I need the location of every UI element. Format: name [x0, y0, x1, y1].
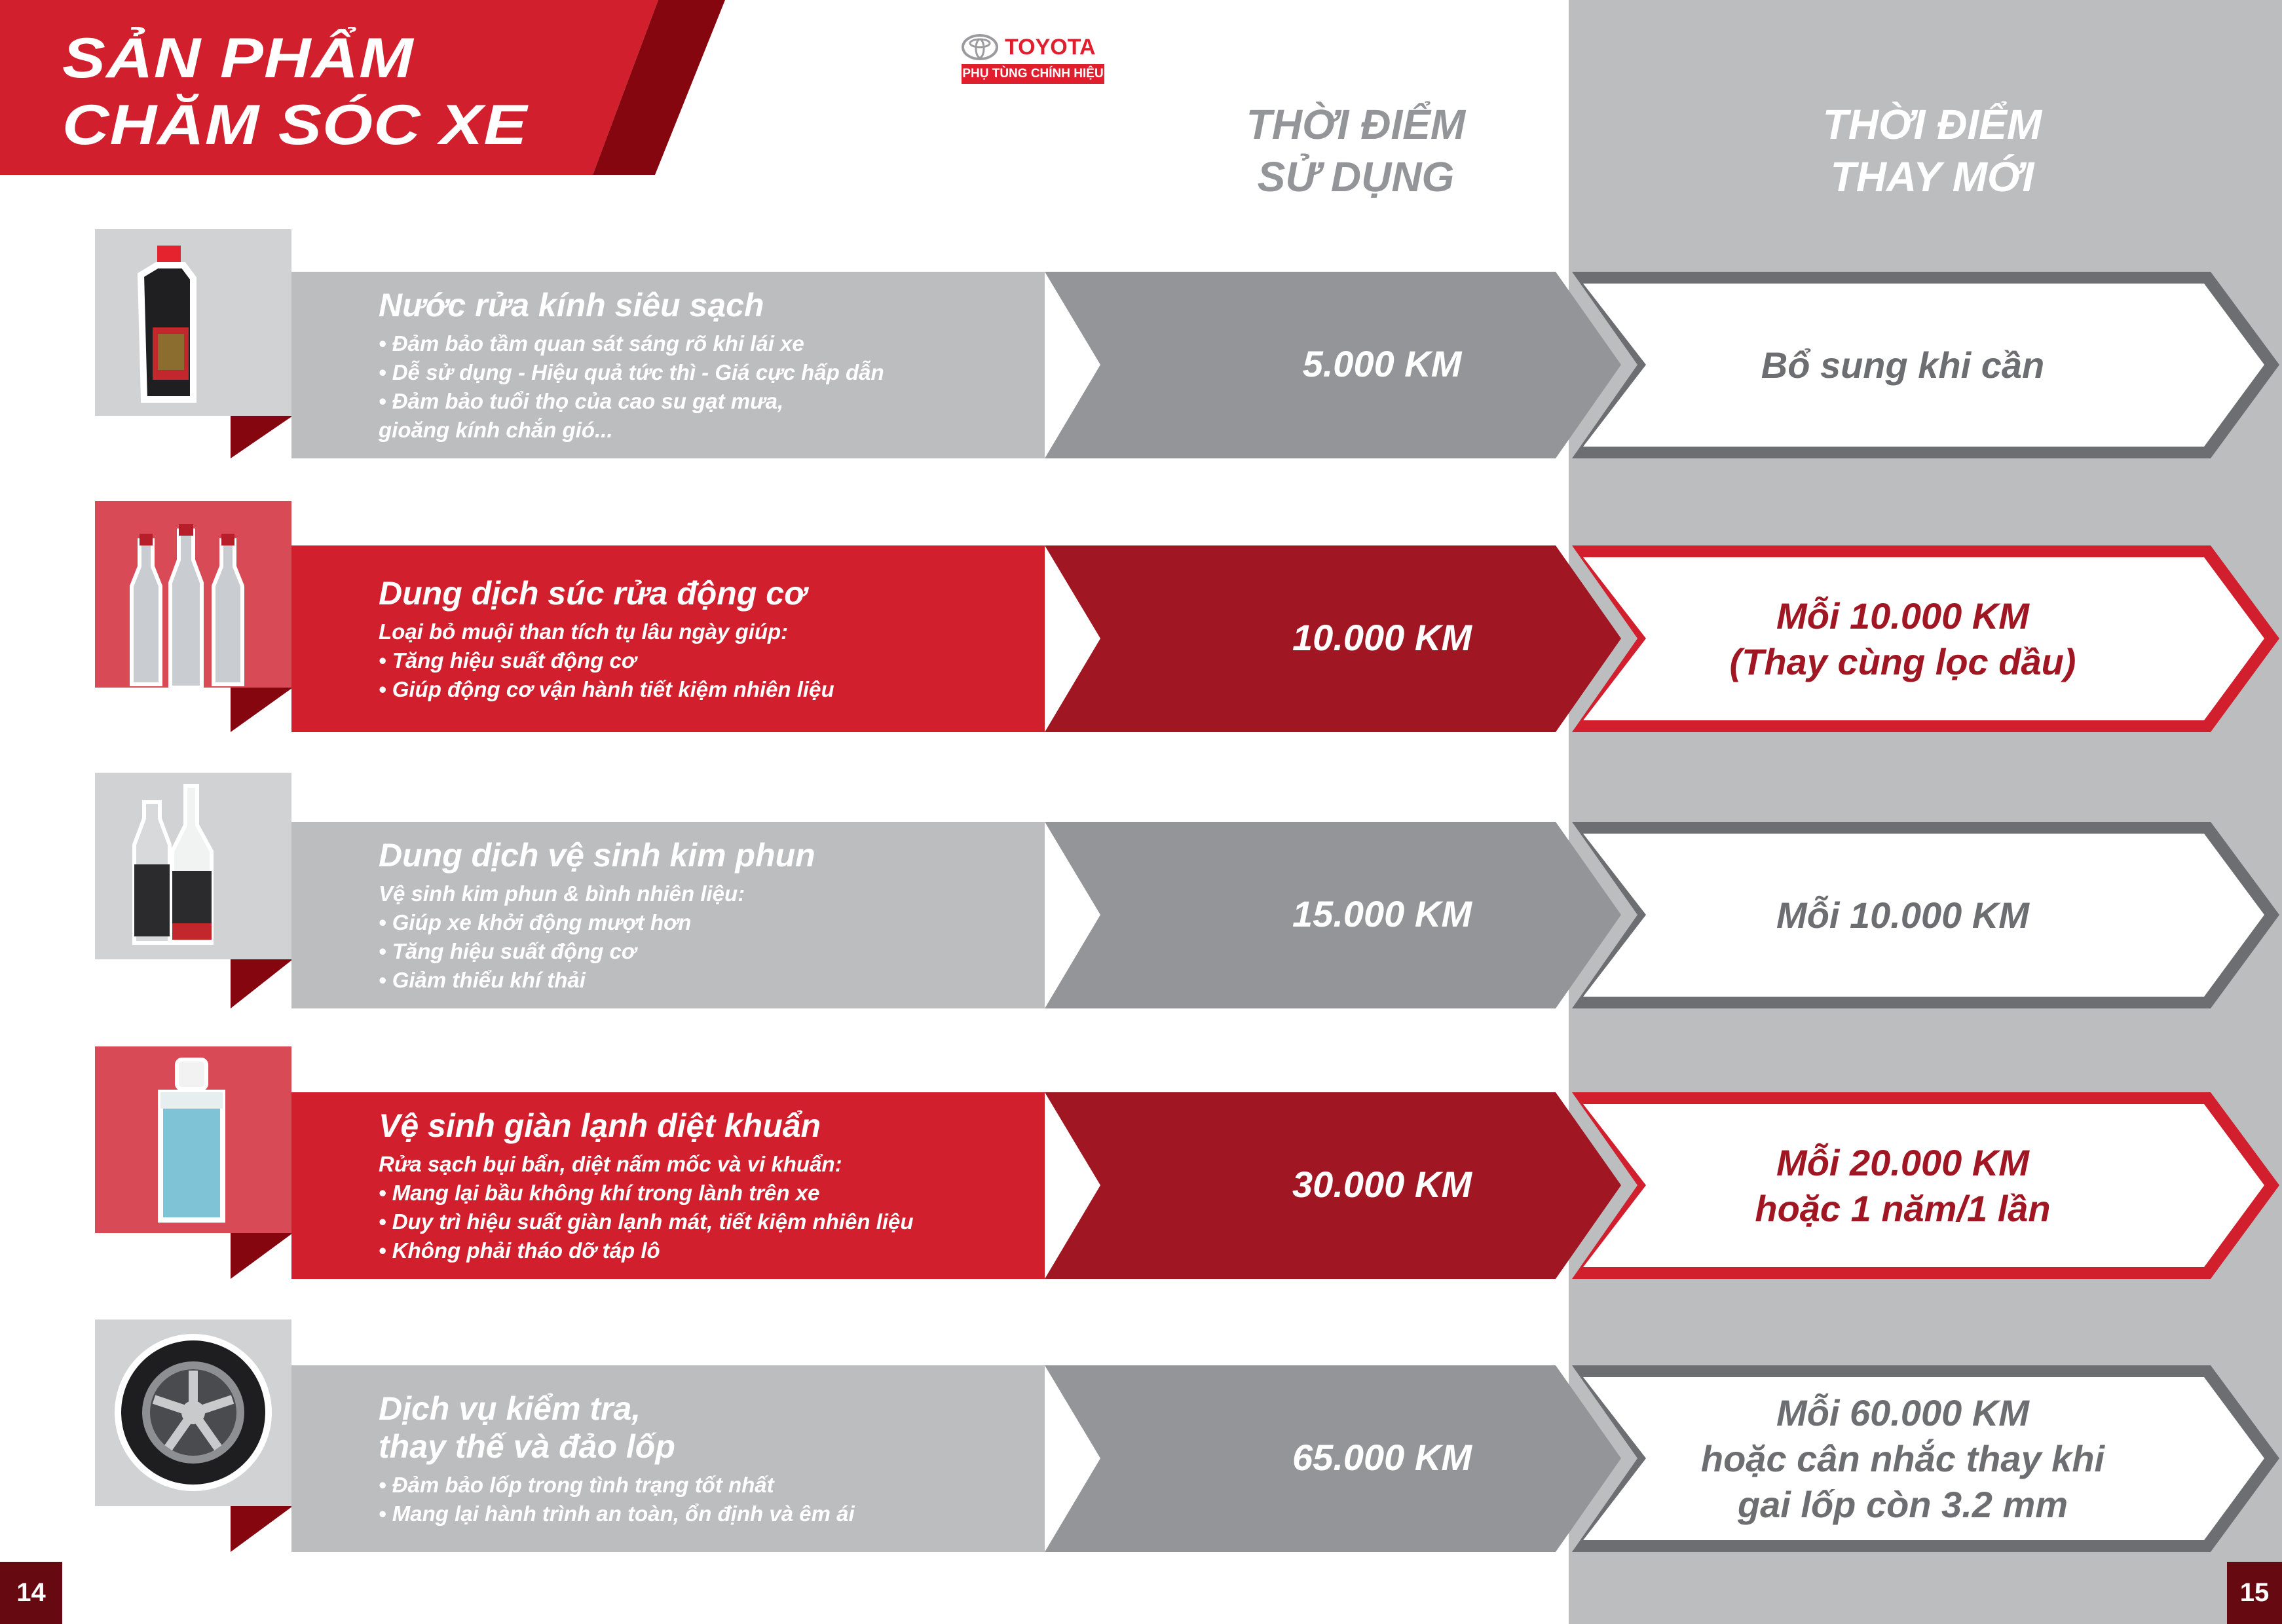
- product-detail-line: • Đảm bảo tuổi thọ của cao su gạt mưa,: [379, 388, 784, 413]
- product-detail-line: • Giúp xe khởi động mượt hơn: [379, 910, 692, 934]
- column-header-usage-line1: THỜI ĐIỂM: [1246, 101, 1466, 148]
- product-detail-line: • Giúp động cơ vận hành tiết kiệm nhiên liệu: [379, 676, 834, 701]
- product-image: [95, 501, 291, 688]
- column-header-usage-line2: SỬ DỤNG: [1257, 153, 1455, 200]
- product-image: [95, 229, 291, 416]
- product-image: [95, 1046, 291, 1233]
- product-detail-line: Loại bỏ muội than tích tụ lâu ngày giúp:: [379, 619, 789, 644]
- tire-wheel-icon: [95, 1320, 291, 1506]
- replacement-line: Mỗi 10.000 KM: [1776, 595, 2029, 637]
- page-title-line2: CHĂM SÓC XE: [62, 94, 528, 157]
- product-title-line: thay thế và đảo lốp: [379, 1428, 675, 1465]
- column-header-replace-line2: THAY MỚI: [1830, 153, 2034, 200]
- product-detail-line: • Duy trì hiệu suất giàn lạnh mát, tiết kiệm nhiên liệu: [379, 1209, 914, 1234]
- logo-brand-text: TOYOTA: [1005, 35, 1096, 60]
- replacement-line: hoặc 1 năm/1 lần: [1755, 1187, 2051, 1229]
- injector-cleaner-bottles-icon: [95, 773, 291, 959]
- replacement-line: Mỗi 60.000 KM: [1776, 1392, 2029, 1433]
- product-detail-line: Rửa sạch bụi bẩn, diệt nấm mốc và vi khuẩn:: [379, 1151, 842, 1176]
- replacement-interval: [1605, 593, 2201, 685]
- page-number-right: 15: [2227, 1562, 2282, 1624]
- product-title-line: Dịch vụ kiểm tra,: [379, 1390, 641, 1427]
- title-banner: [0, 0, 727, 175]
- product-detail-line: • Giảm thiểu khí thải: [379, 967, 586, 992]
- page-number-left: 14: [0, 1562, 62, 1624]
- product-title-line: Dung dịch súc rửa động cơ: [379, 574, 806, 612]
- page-title: [62, 25, 528, 158]
- product-detail-line: • Đảm bảo lốp trong tình trạng tốt nhất: [379, 1472, 774, 1497]
- product-detail-line: gioăng kính chắn gió...: [379, 417, 613, 442]
- column-header-replace-line1: THỜI ĐIỂM: [1822, 101, 2042, 148]
- aircon-cleaner-bottle-icon: [95, 1046, 291, 1233]
- ribbon-fold: [231, 1506, 293, 1552]
- column-header-replace: [1742, 98, 2122, 203]
- product-title: [379, 836, 815, 874]
- column-header-usage: [1166, 98, 1546, 203]
- usage-interval: 5.000 KM: [1302, 343, 1462, 384]
- product-details: [379, 1471, 855, 1528]
- product-details: [379, 618, 834, 704]
- replacement-interval: [1605, 893, 2201, 938]
- product-detail-line: • Mang lại bầu không khí trong lành trên xe: [379, 1180, 820, 1205]
- replacement-line: Mỗi 10.000 KM: [1776, 894, 2029, 936]
- product-title: [379, 574, 806, 612]
- ribbon-fold: [231, 688, 293, 732]
- product-title: [379, 1107, 821, 1145]
- product-image: [95, 773, 291, 959]
- usage-interval: 10.000 KM: [1292, 617, 1472, 658]
- replacement-line: Mỗi 20.000 KM: [1776, 1141, 2029, 1183]
- product-title-line: Nước rửa kính siêu sạch: [379, 286, 764, 323]
- replacement-line: (Thay cùng lọc dầu): [1729, 640, 2076, 682]
- ribbon-fold: [231, 1233, 293, 1279]
- product-details: [379, 1150, 914, 1265]
- product-title-line: Vệ sinh giàn lạnh diệt khuẩn: [379, 1107, 821, 1144]
- replacement-line: Bổ sung khi cần: [1761, 344, 2045, 386]
- replacement-interval: [1605, 1390, 2201, 1528]
- engine-flush-bottles-icon: [95, 501, 291, 688]
- usage-interval: 30.000 KM: [1292, 1164, 1472, 1205]
- product-detail-line: • Không phải tháo dỡ táp lô: [379, 1238, 660, 1263]
- replacement-interval: [1605, 1140, 2201, 1232]
- product-details: [379, 329, 884, 445]
- product-detail-line: Vệ sinh kim phun & bình nhiên liệu:: [379, 881, 745, 906]
- product-detail-line: • Dễ sử dụng - Hiệu quả tức thì - Giá cực hấp dẫn: [379, 360, 884, 384]
- product-title: [379, 1390, 675, 1466]
- toyota-emblem-icon: [962, 34, 998, 60]
- product-detail-line: • Đảm bảo tầm quan sát sáng rõ khi lái xe: [379, 331, 804, 356]
- replacement-line: gai lốp còn 3.2 mm: [1737, 1483, 2068, 1525]
- product-detail-line: • Mang lại hành trình an toàn, ổn định và êm ái: [379, 1501, 855, 1526]
- replacement-interval: [1605, 342, 2201, 388]
- ribbon-fold: [231, 416, 293, 458]
- usage-interval: 15.000 KM: [1292, 893, 1472, 934]
- product-detail-line: • Tăng hiệu suất động cơ: [379, 648, 637, 673]
- product-detail-line: • Tăng hiệu suất động cơ: [379, 938, 637, 963]
- page-title-line1: SẢN PHẨM: [62, 27, 414, 90]
- toyota-logo: [962, 34, 1106, 86]
- ribbon-fold: [231, 959, 293, 1008]
- logo-tagline: PHỤ TÙNG CHÍNH HIỆU: [962, 64, 1104, 84]
- product-title: [379, 286, 764, 324]
- product-image: [95, 1320, 291, 1506]
- washer-fluid-bottle-icon: [95, 229, 291, 416]
- replacement-line: hoặc cân nhắc thay khi: [1700, 1437, 2105, 1479]
- product-details: [379, 879, 745, 995]
- usage-interval: 65.000 KM: [1292, 1437, 1472, 1478]
- product-title-line: Dung dịch vệ sinh kim phun: [379, 836, 815, 874]
